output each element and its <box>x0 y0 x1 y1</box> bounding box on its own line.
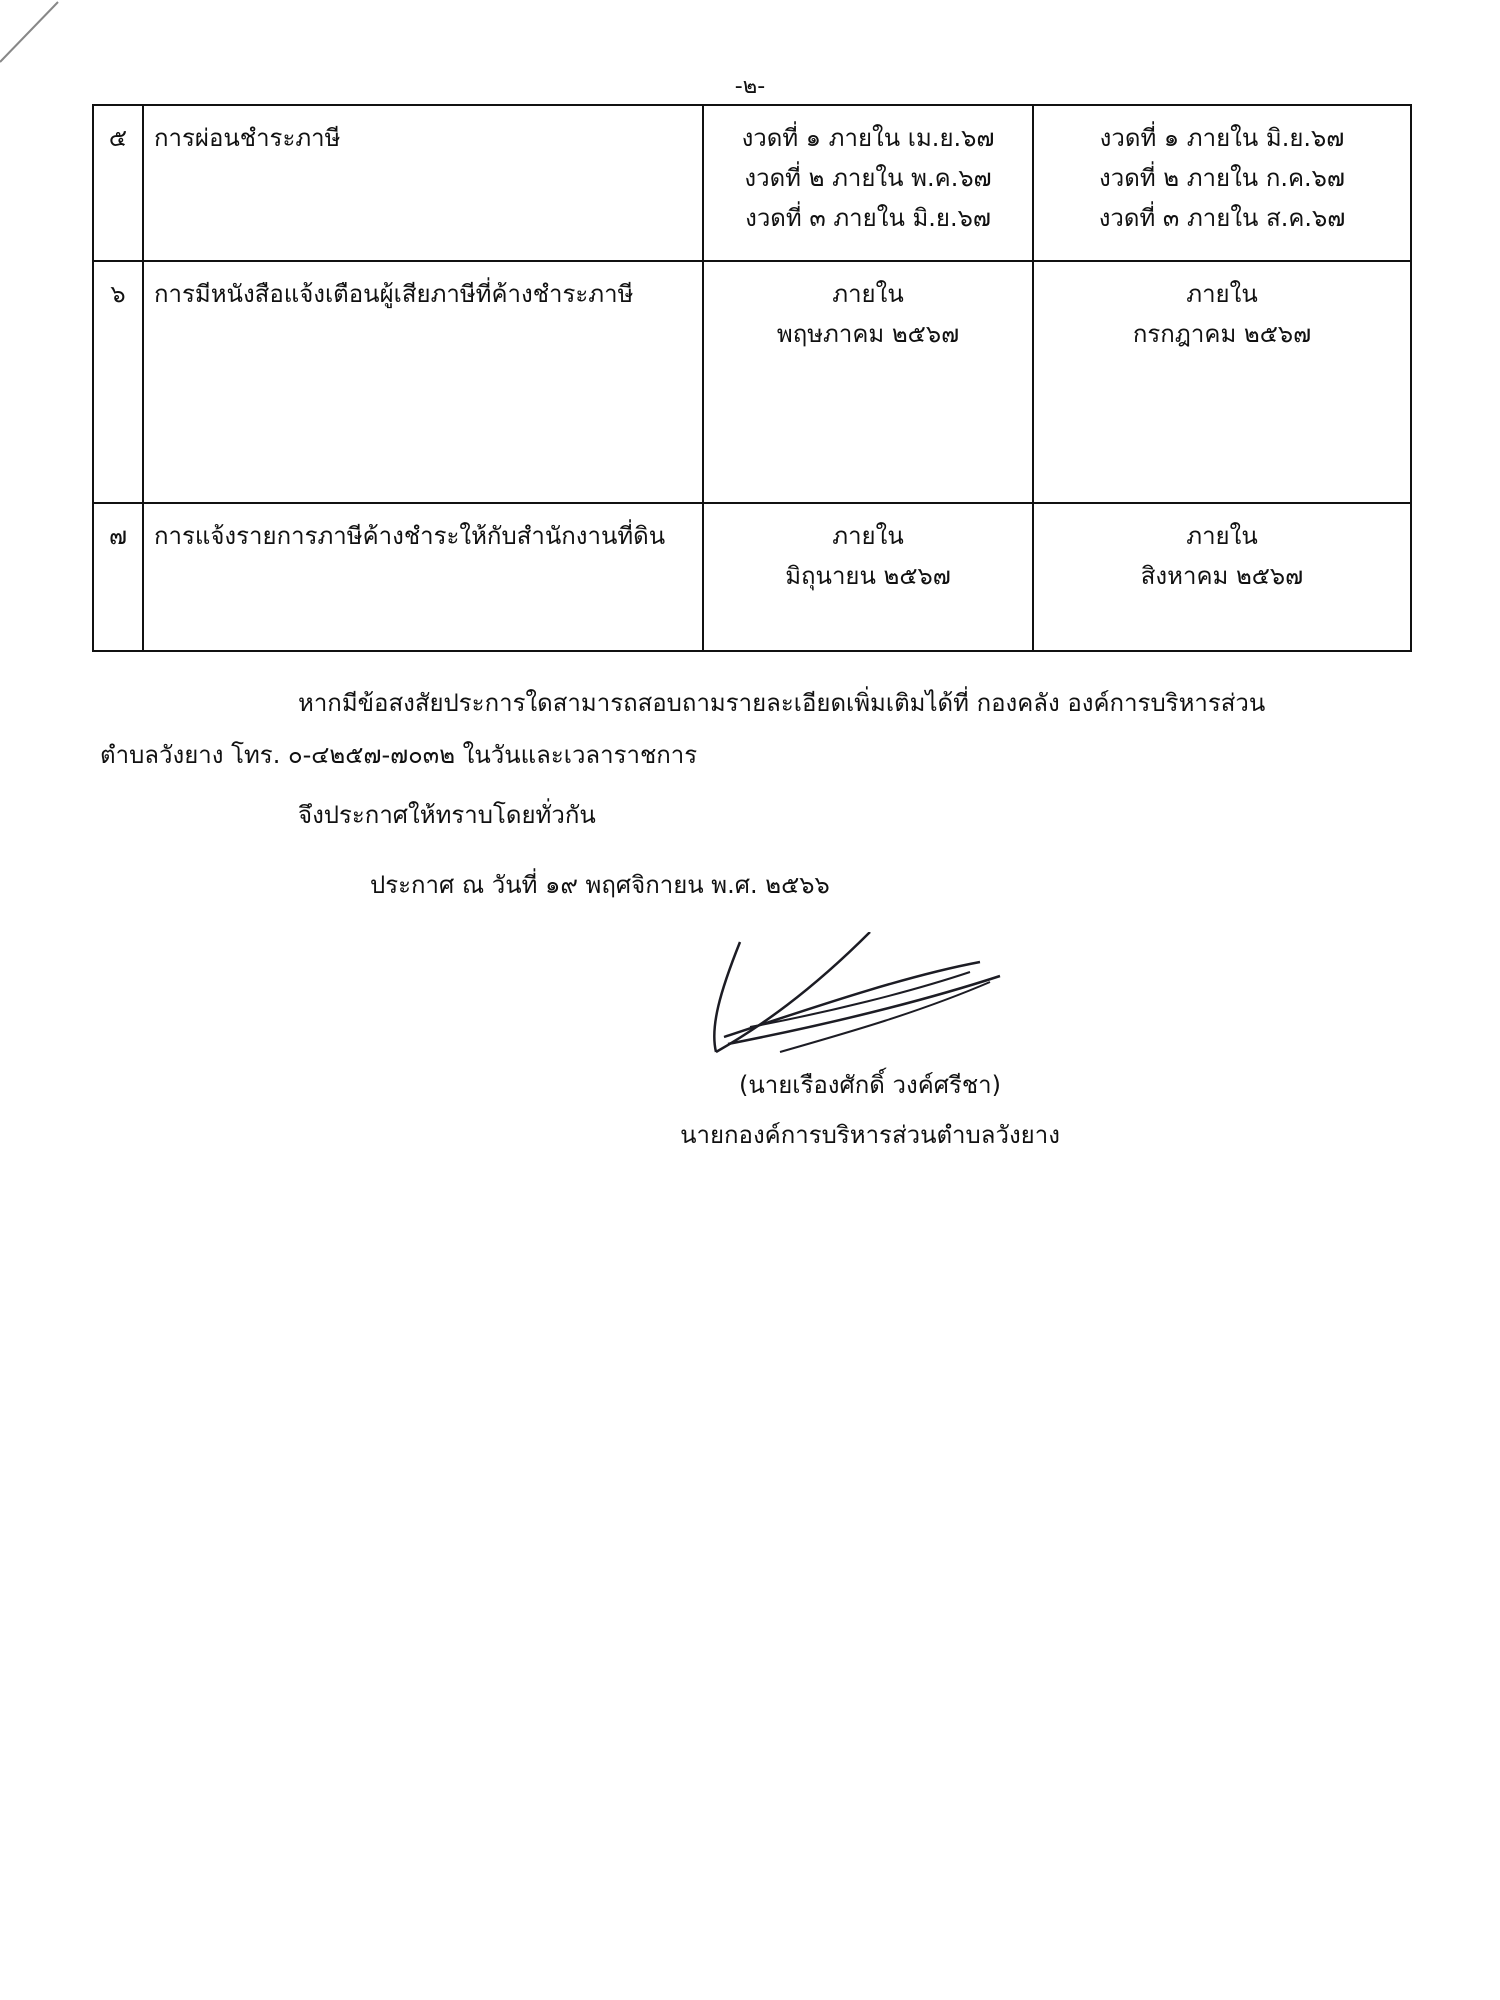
period-line: งวดที่ ๒ ภายใน ก.ค.๖๗ <box>1099 164 1345 192</box>
row-period-b <box>1033 503 1411 651</box>
period-line: กรกฎาคม ๒๕๖๗ <box>1132 320 1312 348</box>
period-line: ภายใน <box>832 522 904 550</box>
date-line: ประกาศ ณ วันที่ ๑๙ พฤศจิกายน พ.ศ. ๒๕๖๖ <box>370 871 830 899</box>
row-item: การแจ้งรายการภาษีค้างชำระให้กับสำนักงานที่ดิน <box>143 503 703 651</box>
page-number: -๒- <box>734 74 766 99</box>
row-period-b <box>1033 105 1411 261</box>
row-period-a <box>703 261 1033 503</box>
row-number: ๗ <box>93 503 143 651</box>
table-row <box>93 105 1411 261</box>
period-line: ภายใน <box>1186 280 1258 308</box>
row-period-b <box>1033 261 1411 503</box>
signer-name: (นายเรืองศักดิ์ วงค์ศรีชา) <box>738 1071 1002 1099</box>
row-number: ๖ <box>93 261 143 503</box>
period-line: งวดที่ ๒ ภายใน พ.ค.๖๗ <box>744 164 992 192</box>
signer-title: นายกองค์การบริหารส่วนตำบลวังยาง <box>680 1121 1060 1149</box>
inquiry-line-2: ตำบลวังยาง โทร. ๐-๔๒๕๗-๗๐๓๒ ในวันและเวลาราชการ <box>100 741 698 769</box>
period-line: งวดที่ ๓ ภายใน ส.ค.๖๗ <box>1098 204 1346 232</box>
period-line: มิถุนายน ๒๕๖๗ <box>785 562 951 590</box>
period-line: งวดที่ ๑ ภายใน มิ.ย.๖๗ <box>1099 124 1345 152</box>
period-line: งวดที่ ๓ ภายใน มิ.ย.๖๗ <box>745 204 991 232</box>
period-line: พฤษภาคม ๒๕๖๗ <box>776 320 960 348</box>
row-period-a <box>703 503 1033 651</box>
period-line: ภายใน <box>832 280 904 308</box>
inquiry-line-1: หากมีข้อสงสัยประการใดสามารถสอบถามรายละเอียดเพิ่มเติมได้ที่ กองคลัง องค์การบริหารส่วน <box>298 689 1266 717</box>
period-line: ภายใน <box>1186 522 1258 550</box>
table-row <box>93 261 1411 503</box>
row-item: การมีหนังสือแจ้งเตือนผู้เสียภาษีที่ค้างชำระภาษี <box>143 261 703 503</box>
row-period-a <box>703 105 1033 261</box>
handwritten-signature <box>680 932 1010 1072</box>
schedule-table <box>92 104 1412 652</box>
row-item: การผ่อนชำระภาษี <box>143 105 703 261</box>
period-line: งวดที่ ๑ ภายใน เม.ย.๖๗ <box>741 124 995 152</box>
row-number: ๕ <box>93 105 143 261</box>
period-line: สิงหาคม ๒๕๖๗ <box>1140 562 1304 590</box>
announcement-line: จึงประกาศให้ทราบโดยทั่วกัน <box>298 801 596 829</box>
table-row <box>93 503 1411 651</box>
